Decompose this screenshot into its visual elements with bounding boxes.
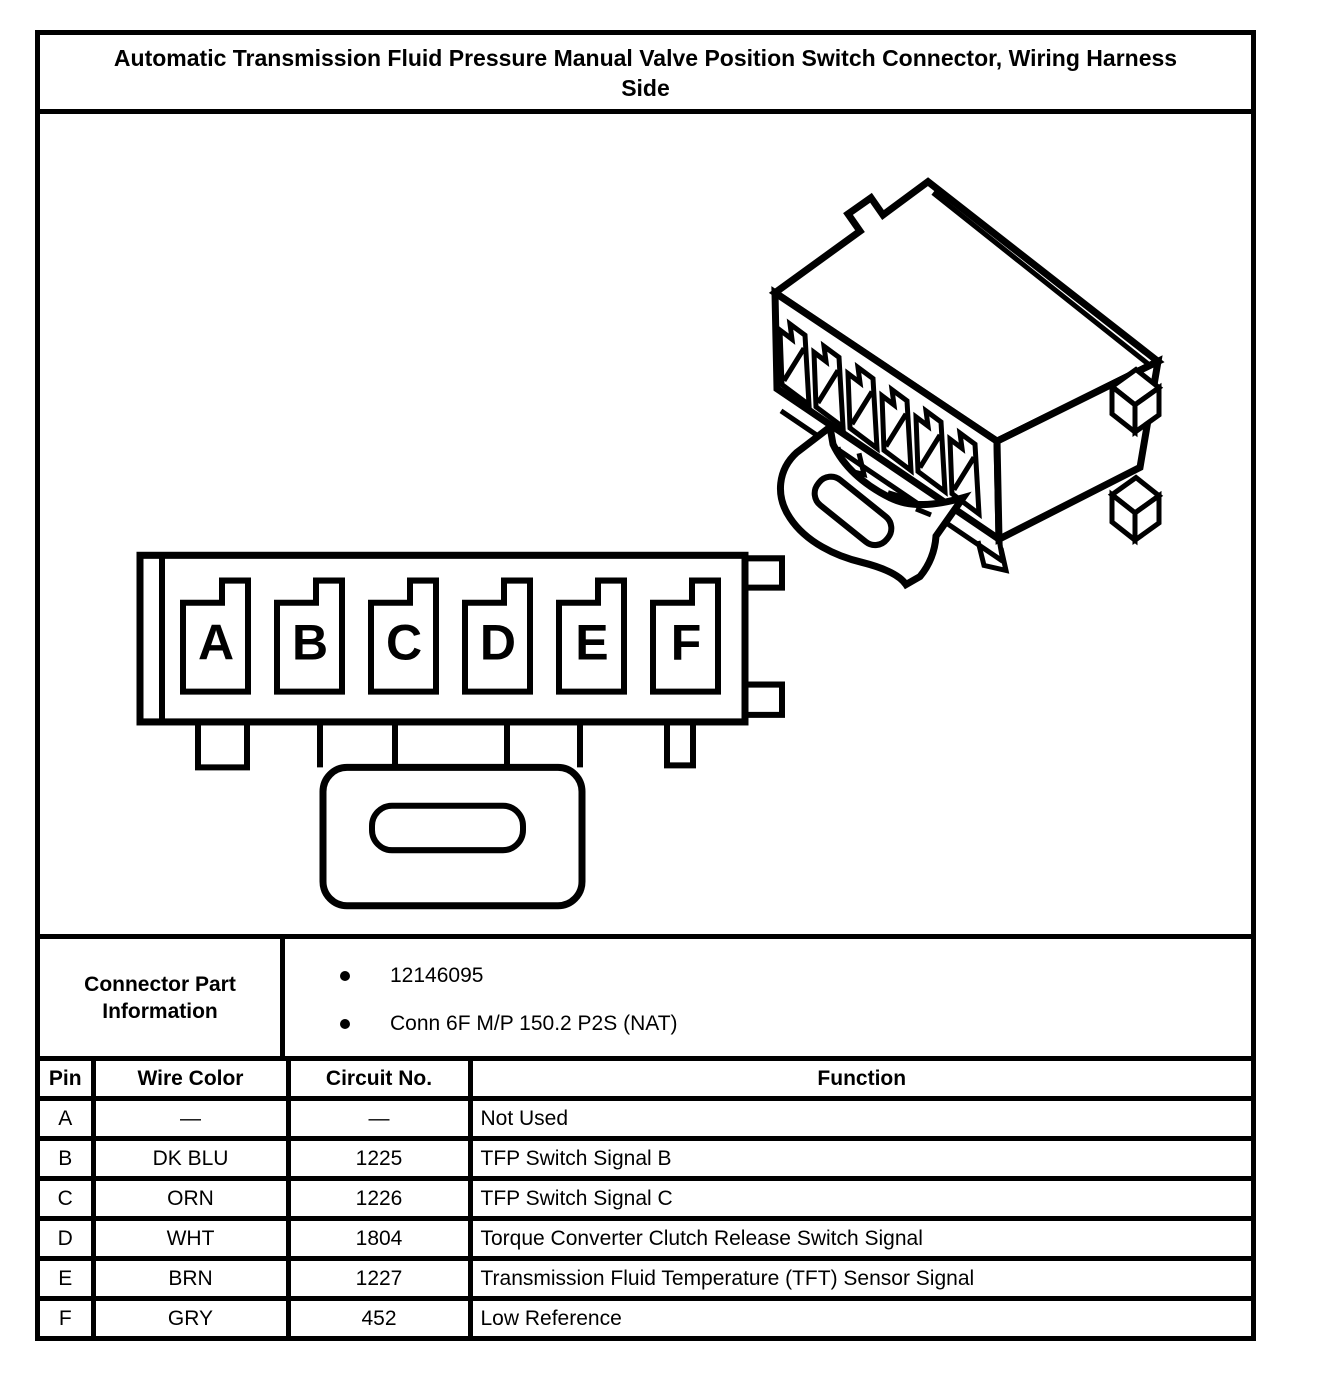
- front-view-lock-tab: [323, 767, 582, 905]
- circuit-no-cell: —: [288, 1099, 470, 1139]
- wire-color-cell: WHT: [93, 1219, 288, 1259]
- iso-view-drawing: [775, 182, 1159, 585]
- pin-label-C: C: [385, 614, 423, 671]
- pin-label-D: D: [479, 614, 517, 671]
- table-row: [40, 1259, 1251, 1299]
- front-view-leg-right: [667, 722, 693, 765]
- pin-cell: D: [40, 1219, 93, 1259]
- wire-color-cell: ORN: [93, 1179, 288, 1219]
- function-cell: TFP Switch Signal B: [470, 1139, 1251, 1179]
- bullet-icon: [340, 1019, 350, 1029]
- page-title-line-2: Side: [621, 75, 670, 101]
- document-frame: [35, 30, 1256, 1341]
- circuit-no-cell: 452: [288, 1299, 470, 1337]
- pin-table: [40, 1061, 1251, 1336]
- function-cell: Torque Converter Clutch Release Switch Signal: [470, 1219, 1251, 1259]
- front-view-right-tab-lower: [745, 685, 782, 715]
- circuit-no-cell: 1227: [288, 1259, 470, 1299]
- header-function: Function: [470, 1061, 1251, 1099]
- table-row: [40, 1299, 1251, 1337]
- table-row: [40, 1219, 1251, 1259]
- circuit-no-cell: 1804: [288, 1219, 470, 1259]
- pin-label-A: A: [197, 614, 235, 671]
- connector-diagrams: [40, 114, 1251, 934]
- diagram-area: [40, 114, 1251, 939]
- list-item: [340, 952, 1251, 1000]
- function-cell: Transmission Fluid Temperature (TFT) Sensor Signal: [470, 1259, 1251, 1299]
- header-circuit-no: Circuit No.: [288, 1061, 470, 1099]
- list-item: [340, 1000, 1251, 1048]
- pin-label-B: B: [291, 614, 329, 671]
- page-title-line-1: Automatic Transmission Fluid Pressure Manual Valve Position Switch Connector, Wiring Harness: [113, 45, 1178, 71]
- circuit-no-cell: 1226: [288, 1179, 470, 1219]
- table-header-row: [40, 1061, 1251, 1099]
- table-row: [40, 1139, 1251, 1179]
- pin-cell: C: [40, 1179, 93, 1219]
- connector-part-info-label: Connector Part Information: [40, 939, 285, 1056]
- wire-color-cell: —: [93, 1099, 288, 1139]
- front-view-drawing: [140, 555, 782, 905]
- pin-cell: F: [40, 1299, 93, 1337]
- pin-label-F: F: [670, 614, 702, 671]
- iso-side-tab-lower: [1112, 478, 1159, 541]
- wire-color-cell: DK BLU: [93, 1139, 288, 1179]
- pin-cell: E: [40, 1259, 93, 1299]
- part-description: Conn 6F M/P 150.2 P2S (NAT): [390, 1012, 678, 1035]
- bullet-icon: [340, 971, 350, 981]
- function-cell: TFP Switch Signal C: [470, 1179, 1251, 1219]
- header-wire-color: Wire Color: [93, 1061, 288, 1099]
- header-pin: Pin: [40, 1061, 93, 1099]
- pin-cell: A: [40, 1099, 93, 1139]
- wire-color-cell: GRY: [93, 1299, 288, 1337]
- connector-part-info-items: [285, 939, 1251, 1056]
- table-row: [40, 1099, 1251, 1139]
- table-row: [40, 1179, 1251, 1219]
- front-view-central-section: [320, 722, 580, 767]
- function-cell: Not Used: [470, 1099, 1251, 1139]
- wire-color-cell: BRN: [93, 1259, 288, 1299]
- connector-part-info-row: [40, 939, 1251, 1061]
- page-title: [40, 35, 1251, 114]
- front-view-right-tab-upper: [745, 558, 782, 587]
- front-view-leg-left: [198, 722, 247, 767]
- pin-cell: B: [40, 1139, 93, 1179]
- circuit-no-cell: 1225: [288, 1139, 470, 1179]
- pin-label-E: E: [575, 614, 609, 671]
- part-number: 12146095: [390, 964, 484, 987]
- function-cell: Low Reference: [470, 1299, 1251, 1337]
